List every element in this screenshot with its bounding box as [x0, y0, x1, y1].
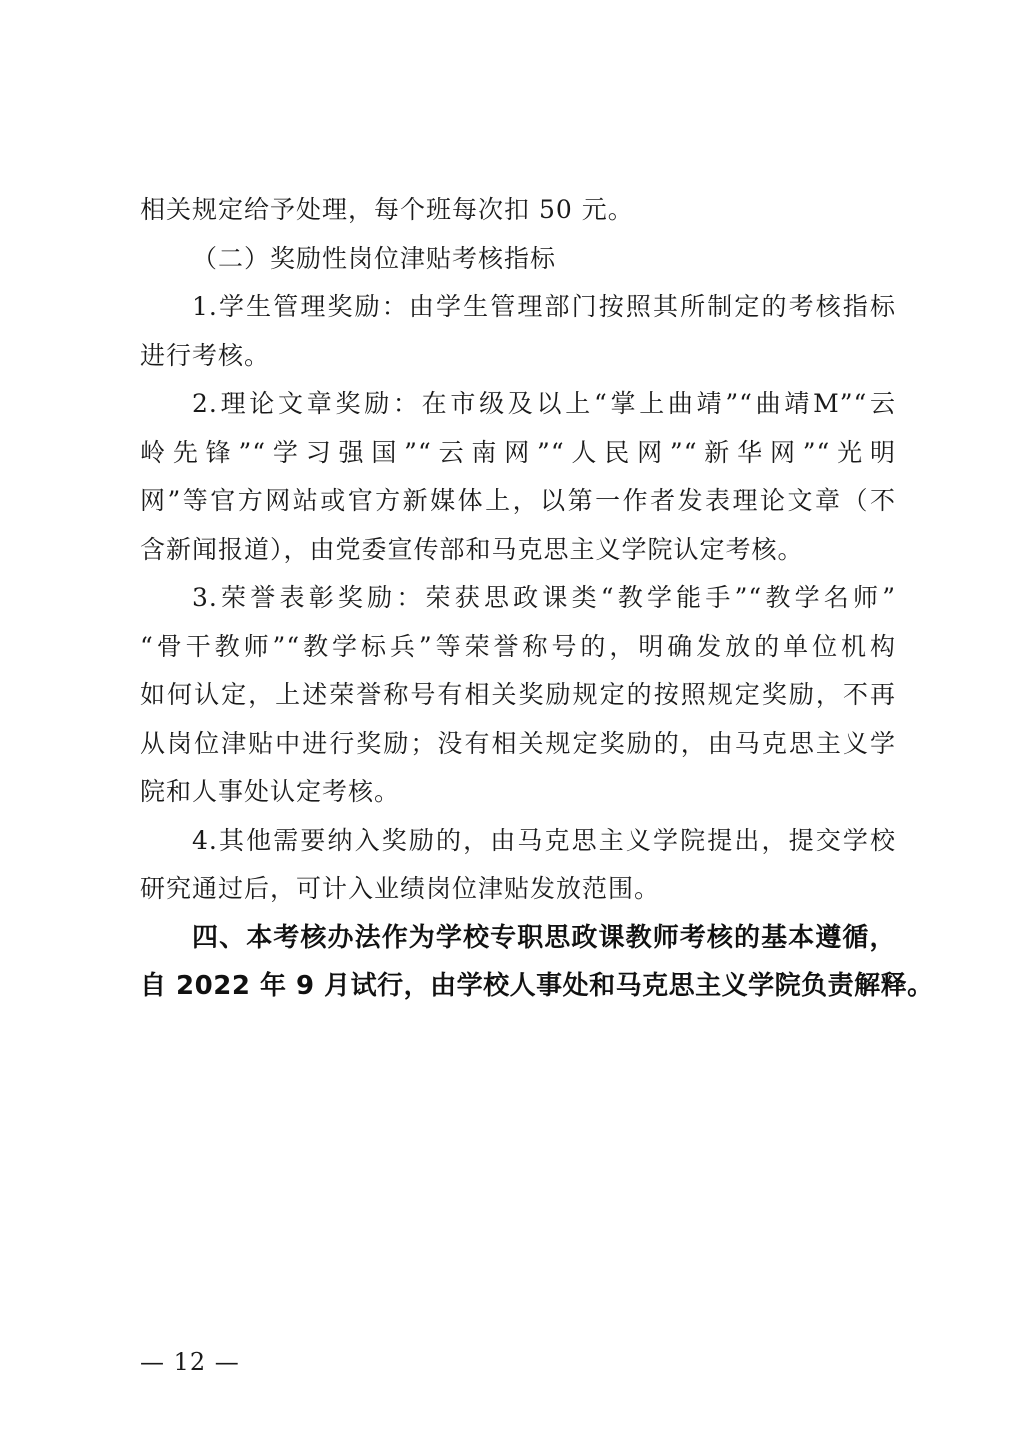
text-line: 3.荣誉表彰奖励：荣获思政课类“教学能手”“教学名师” [192, 583, 896, 612]
text-line: 如何认定，上述荣誉称号有相关奖励规定的按照规定奖励，不再 [140, 680, 896, 709]
text-line: 四、本考核办法作为学校专职思政课教师考核的基本遵循， [192, 922, 896, 953]
text-line: （二）奖励性岗位津贴考核指标 [192, 243, 557, 273]
text-line: 2.理论文章奖励：在市级及以上“掌上曲靖”“曲靖M”“云 [192, 389, 896, 418]
text-line: “骨干教师”“教学标兵”等荣誉称号的，明确发放的单位机构 [140, 631, 896, 661]
paragraph-item-2 [140, 380, 896, 574]
text-line: 1.学生管理奖励：由学生管理部门按照其所制定的考核指标 [192, 292, 896, 321]
text-line: 院和人事处认定考核。 [140, 777, 401, 806]
text-line: 从岗位津贴中进行奖励；没有相关规定奖励的，由马克思主义学 [140, 728, 896, 758]
section-4-paragraph [140, 914, 934, 1011]
document-body [140, 186, 934, 1011]
text-line: 相关规定给予处理，每个班每次扣 50 元。 [140, 195, 634, 224]
paragraph-item-4 [140, 817, 896, 914]
text-line: 研究通过后，可计入业绩岗位津贴发放范围。 [140, 874, 661, 903]
text-line: 4.其他需要纳入奖励的，由马克思主义学院提出，提交学校 [192, 825, 896, 855]
text-line: 网”等官方网站或官方新媒体上，以第一作者发表理论文章（不 [140, 486, 896, 515]
paragraph-continuation [140, 186, 896, 235]
page-number: — 12 — [140, 1348, 240, 1376]
text-line: 岭先锋”“学习强国”“云南网”“人民网”“新华网”“光明 [140, 437, 896, 467]
text-line: 进行考核。 [140, 340, 271, 370]
section-heading-2 [140, 235, 896, 284]
paragraph-item-3 [140, 574, 896, 817]
text-line: 自 2022 年 9 月试行，由学校人事处和马克思主义学院负责解释。 [140, 971, 934, 1001]
text-line: 含新闻报道），由党委宣传部和马克思主义学院认定考核。 [140, 534, 804, 564]
paragraph-item-1 [140, 283, 896, 380]
